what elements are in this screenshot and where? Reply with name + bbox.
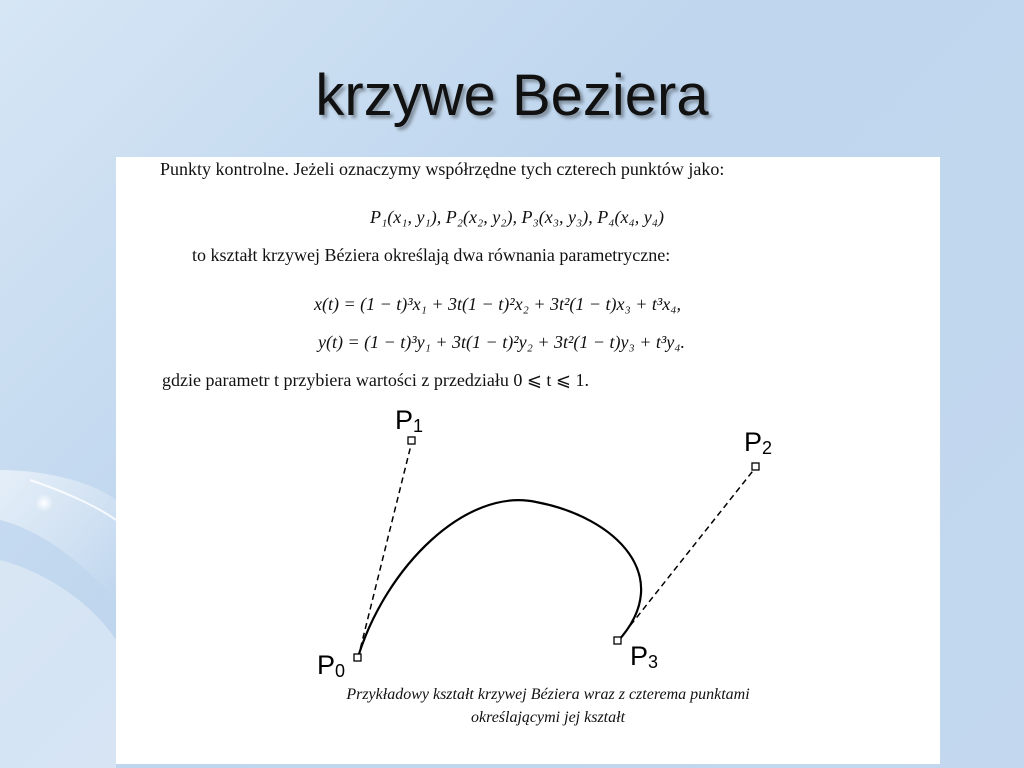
caption-line-1: Przykładowy kształt krzywej Béziera wraz z czterema punktami [346, 686, 750, 703]
control-point-p2 [752, 463, 759, 470]
control-line-p0-p1 [358, 441, 412, 658]
bezier-curve [358, 500, 641, 657]
bezier-diagram [116, 157, 940, 764]
parametric-intro-text: to kształt krzywej Béziera określają dwa równania parametryczne: [192, 245, 671, 265]
parameter-range-text: gdzie parametr t przybiera wartości z przedziału 0 ⩽ t ⩽ 1. [162, 370, 589, 390]
control-point-p0 [354, 654, 361, 661]
equation-y: y(t) = (1 − t)³y₁ + 3t(1 − t)²y₂ + 3t²(1 − t)y₃ + t³y₄. [318, 332, 686, 352]
label-p0: P0 [317, 650, 346, 681]
label-p1: P1 [395, 405, 424, 436]
slide-title: krzywe Beziera [315, 63, 709, 128]
figure-caption [266, 683, 830, 729]
label-p2: P2 [744, 427, 773, 458]
equation-x: x(t) = (1 − t)³x₁ + 3t(1 − t)²x₂ + 3t²(1 − t)x₃ + t³x₄, [314, 294, 682, 314]
control-point-p1 [408, 437, 415, 444]
document-page [116, 157, 940, 764]
control-point-p3 [614, 637, 621, 644]
label-p3: P3 [630, 641, 659, 672]
caption-line-2: określającymi jej kształt [470, 709, 626, 726]
control-line-p3-p2 [618, 467, 756, 641]
intro-text: Punkty kontrolne. Jeżeli oznaczymy współrzędne tych czterech punktów jako: [160, 159, 725, 179]
points-formula: P₁(x₁, y₁), P₂(x₂, y₂), P₃(x₃, y₃), P₄(x₄, y₄) [370, 207, 664, 227]
